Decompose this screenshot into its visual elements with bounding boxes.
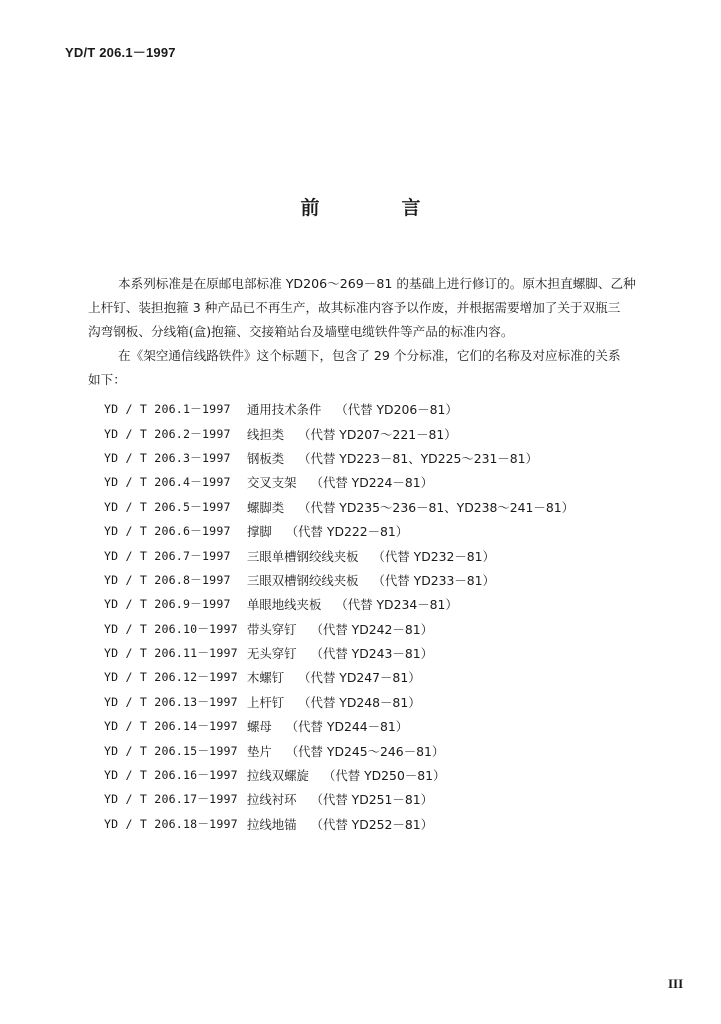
- standard-name: 上杆钉: [247, 694, 285, 710]
- standard-replaces: （代替 YD251－81）: [310, 792, 433, 808]
- standard-name: 垫片: [247, 743, 272, 759]
- standard-name: 通用技术条件: [247, 402, 322, 418]
- list-item: [104, 397, 664, 421]
- list-item: [104, 592, 664, 616]
- document-code: YD/T 206.1－1997: [65, 45, 176, 60]
- foreword-paragraph-2: [88, 344, 678, 392]
- standard-name: 无头穿钉: [247, 646, 297, 662]
- standard-name: 带头穿钉: [247, 621, 297, 637]
- paragraph-line: 沟弯钢板、分线箱(盒)抱箍、交接箱站台及墙壁电缆铁件等产品的标准内容。: [88, 324, 514, 339]
- list-item: [104, 446, 664, 470]
- list-item: [104, 470, 664, 494]
- standard-code: YD / T 206.16－1997: [104, 768, 238, 783]
- list-item: [104, 617, 664, 641]
- title-char-2: 言: [401, 197, 421, 219]
- standard-code: YD / T 206.12－1997: [104, 670, 238, 685]
- standard-code: YD / T 206.15－1997: [104, 743, 238, 758]
- standard-name: 三眼双槽钢绞线夹板: [247, 572, 359, 588]
- paragraph-line: 在《架空通信线路铁件》这个标题下，包含了 29 个分标准，它们的名称及对应标准的关系: [118, 348, 621, 363]
- standard-code: YD / T 206.2－1997: [104, 426, 231, 441]
- standard-name: 钢板类: [247, 450, 285, 466]
- list-item: [104, 665, 664, 689]
- list-item: [104, 787, 664, 811]
- standard-name: 拉线地锚: [247, 816, 297, 832]
- list-item: [104, 812, 664, 836]
- paragraph-line: 本系列标准是在原邮电部标准 YD206～269－81 的基础上进行修订的。原木担直螺脚、乙种: [118, 276, 636, 291]
- standard-name: 单眼地线夹板: [247, 597, 322, 613]
- standard-name: 螺脚类: [247, 499, 285, 515]
- standard-replaces: （代替 YD207～221－81）: [298, 426, 457, 442]
- standard-replaces: （代替 YD250－81）: [322, 768, 446, 784]
- title-char-1: 前: [300, 197, 320, 219]
- paragraph-line: 如下：: [88, 372, 126, 387]
- list-item: [104, 641, 664, 665]
- standard-replaces: （代替 YD235～236－81、YD238～241－81）: [298, 499, 574, 515]
- standard-name: 拉线双螺旋: [247, 768, 309, 784]
- foreword-body: [88, 272, 678, 392]
- standard-replaces: （代替 YD232－81）: [372, 548, 495, 564]
- list-item: [104, 763, 664, 787]
- standard-replaces: （代替 YD243－81）: [310, 646, 433, 662]
- standard-code: YD / T 206.17－1997: [104, 792, 238, 807]
- list-item: [104, 738, 664, 762]
- standard-code: YD / T 206.3－1997: [104, 450, 231, 465]
- standard-replaces: （代替 YD234－81）: [335, 597, 458, 613]
- standards-list: [104, 397, 664, 836]
- standard-replaces: （代替 YD223－81、YD225～231－81）: [298, 450, 538, 466]
- standard-replaces: （代替 YD222－81）: [285, 524, 409, 540]
- standard-code: YD / T 206.4－1997: [104, 475, 231, 490]
- list-item: [104, 714, 664, 738]
- standard-replaces: （代替 YD233－81）: [372, 572, 495, 588]
- page-title: [0, 193, 721, 220]
- standard-name: 线担类: [247, 426, 285, 442]
- standard-replaces: （代替 YD244－81）: [285, 719, 409, 735]
- standard-replaces: （代替 YD206－81）: [335, 402, 458, 418]
- list-item: [104, 519, 664, 543]
- standard-replaces: （代替 YD248－81）: [298, 694, 421, 710]
- standard-name: 拉线衬环: [247, 792, 297, 808]
- standard-name: 交叉支架: [247, 475, 297, 491]
- standard-code: YD / T 206.7－1997: [104, 548, 231, 563]
- list-item: [104, 543, 664, 567]
- standard-code: YD / T 206.6－1997: [104, 524, 231, 539]
- standard-name: 木螺钉: [247, 670, 285, 686]
- standard-replaces: （代替 YD245～246－81）: [285, 743, 445, 759]
- standard-code: YD / T 206.10－1997: [104, 621, 238, 636]
- list-item: [104, 421, 664, 445]
- standard-name: 螺母: [247, 719, 272, 735]
- paragraph-line: 上杆钉、装担抱箍 3 种产品已不再生产，故其标准内容予以作废，并根据需要增加了关于双瓶三: [88, 300, 621, 315]
- standard-code: YD / T 206.11－1997: [104, 646, 238, 661]
- standard-replaces: （代替 YD224－81）: [310, 475, 433, 491]
- standard-name: 三眼单槽钢绞线夹板: [247, 548, 359, 564]
- standard-replaces: （代替 YD252－81）: [310, 816, 433, 832]
- standard-code: YD / T 206.1－1997: [104, 402, 231, 417]
- standard-code: YD / T 206.18－1997: [104, 816, 238, 831]
- standard-code: YD / T 206.5－1997: [104, 499, 231, 514]
- list-item: [104, 690, 664, 714]
- list-item: [104, 568, 664, 592]
- standard-replaces: （代替 YD242－81）: [310, 621, 433, 637]
- foreword-paragraph-1: [88, 272, 678, 344]
- standard-code: YD / T 206.13－1997: [104, 694, 238, 709]
- standard-code: YD / T 206.9－1997: [104, 597, 231, 612]
- page-number: III: [668, 976, 684, 991]
- standard-code: YD / T 206.8－1997: [104, 572, 231, 587]
- standard-name: 撑脚: [247, 524, 272, 540]
- list-item: [104, 495, 664, 519]
- standard-code: YD / T 206.14－1997: [104, 719, 238, 734]
- standard-replaces: （代替 YD247－81）: [298, 670, 421, 686]
